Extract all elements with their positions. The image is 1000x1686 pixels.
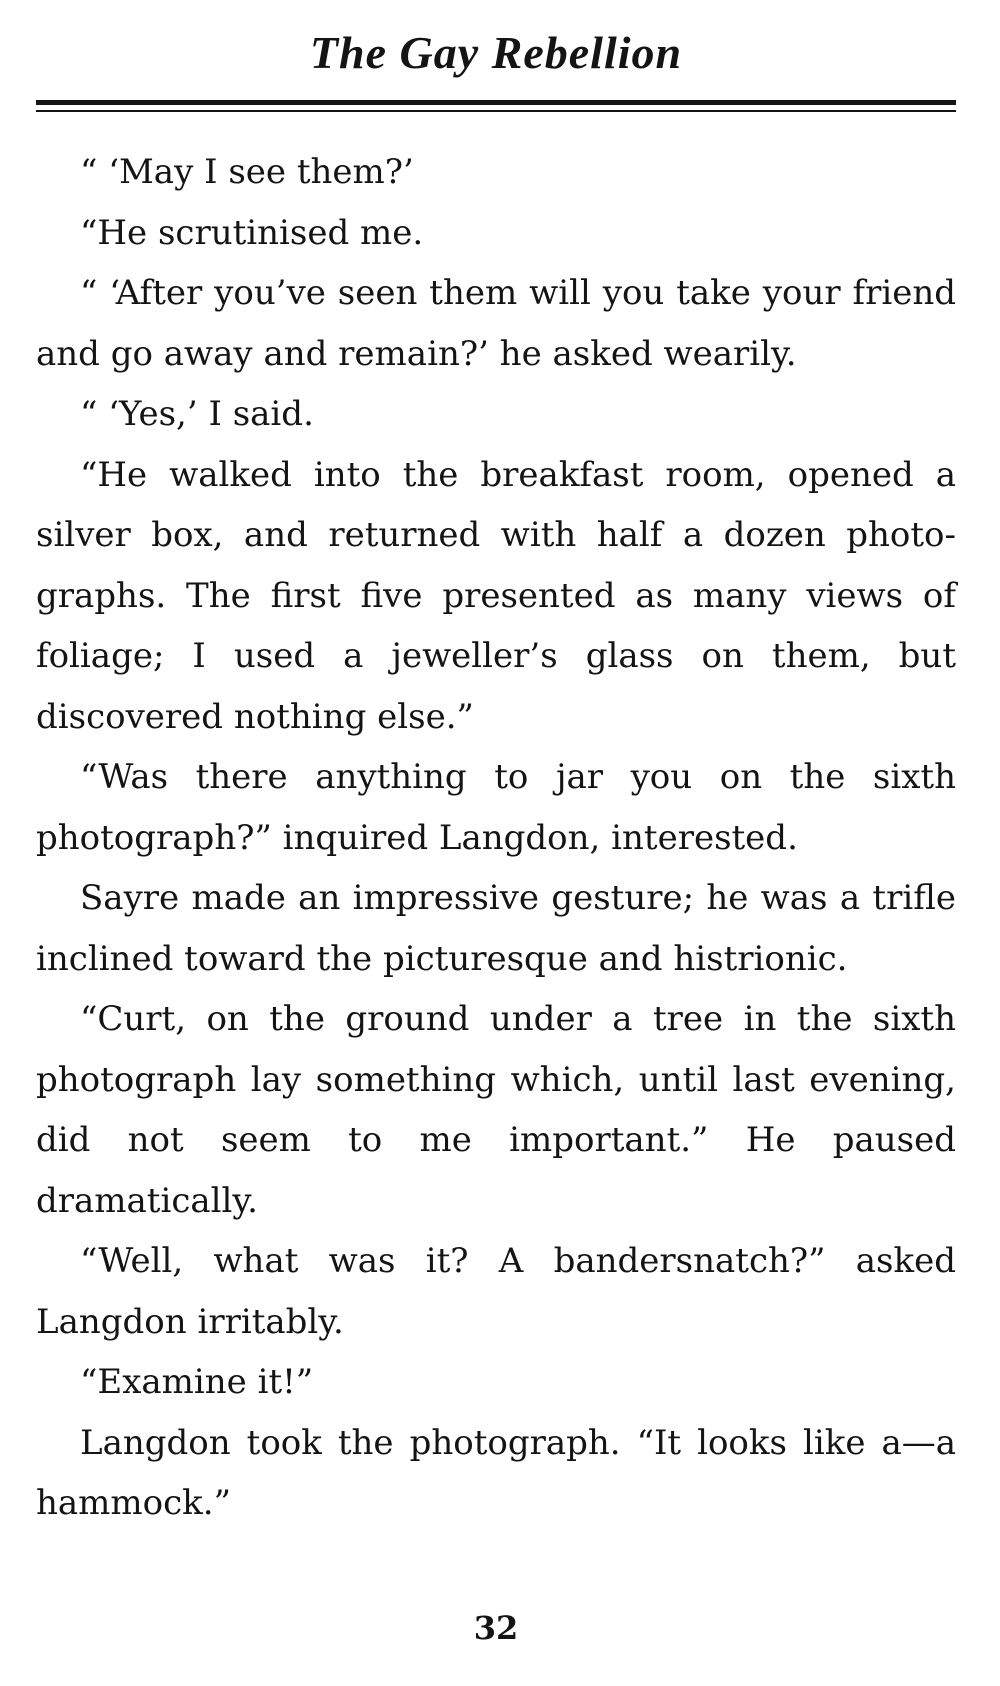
paragraph-5: “He walked into the breakfast room, opened a silver box, and returned with half a dozen photographs. The first five presented as many views of foliage; I used a jeweller’s glass on them, but discovered nothing else.” [36,454,956,737]
paragraph-7: Sayre made an impressive gesture; he was a trifle inclined toward the picturesque and histrionic. [36,878,956,979]
page-number: 32 [473,1609,519,1647]
paragraph-11: Langdon took the photograph. “It looks like a—a hammock.” [36,1422,956,1523]
paragraph-10: “Examine it!” [80,1362,314,1402]
body-text [36,142,956,1534]
header-rule-thick [36,100,956,105]
paragraph-1: “ ‘May I see them?’ [80,152,414,192]
paragraph-3: “ ‘After you’ve seen them will you take your friend and go away and remain?’ he asked wearily. [36,273,956,374]
paragraph-6: “Was there anything to jar you on the sixth photograph?” inquired Langdon, interested. [36,757,956,858]
header-rule-thin [36,110,956,112]
running-title: The Gay Rebellion [309,27,683,78]
paragraph-4: “ ‘Yes,’ I said. [80,394,314,434]
paragraph-9: “Well, what was it? A bandersnatch?” asked Langdon irritably. [36,1241,956,1342]
paragraph-2: “He scrutinised me. [80,212,424,253]
paragraph-8: “Curt, on the ground under a tree in the sixth photograph lay something which, until last evening, did not seem to me important.” He paused dramatically. [36,999,956,1221]
